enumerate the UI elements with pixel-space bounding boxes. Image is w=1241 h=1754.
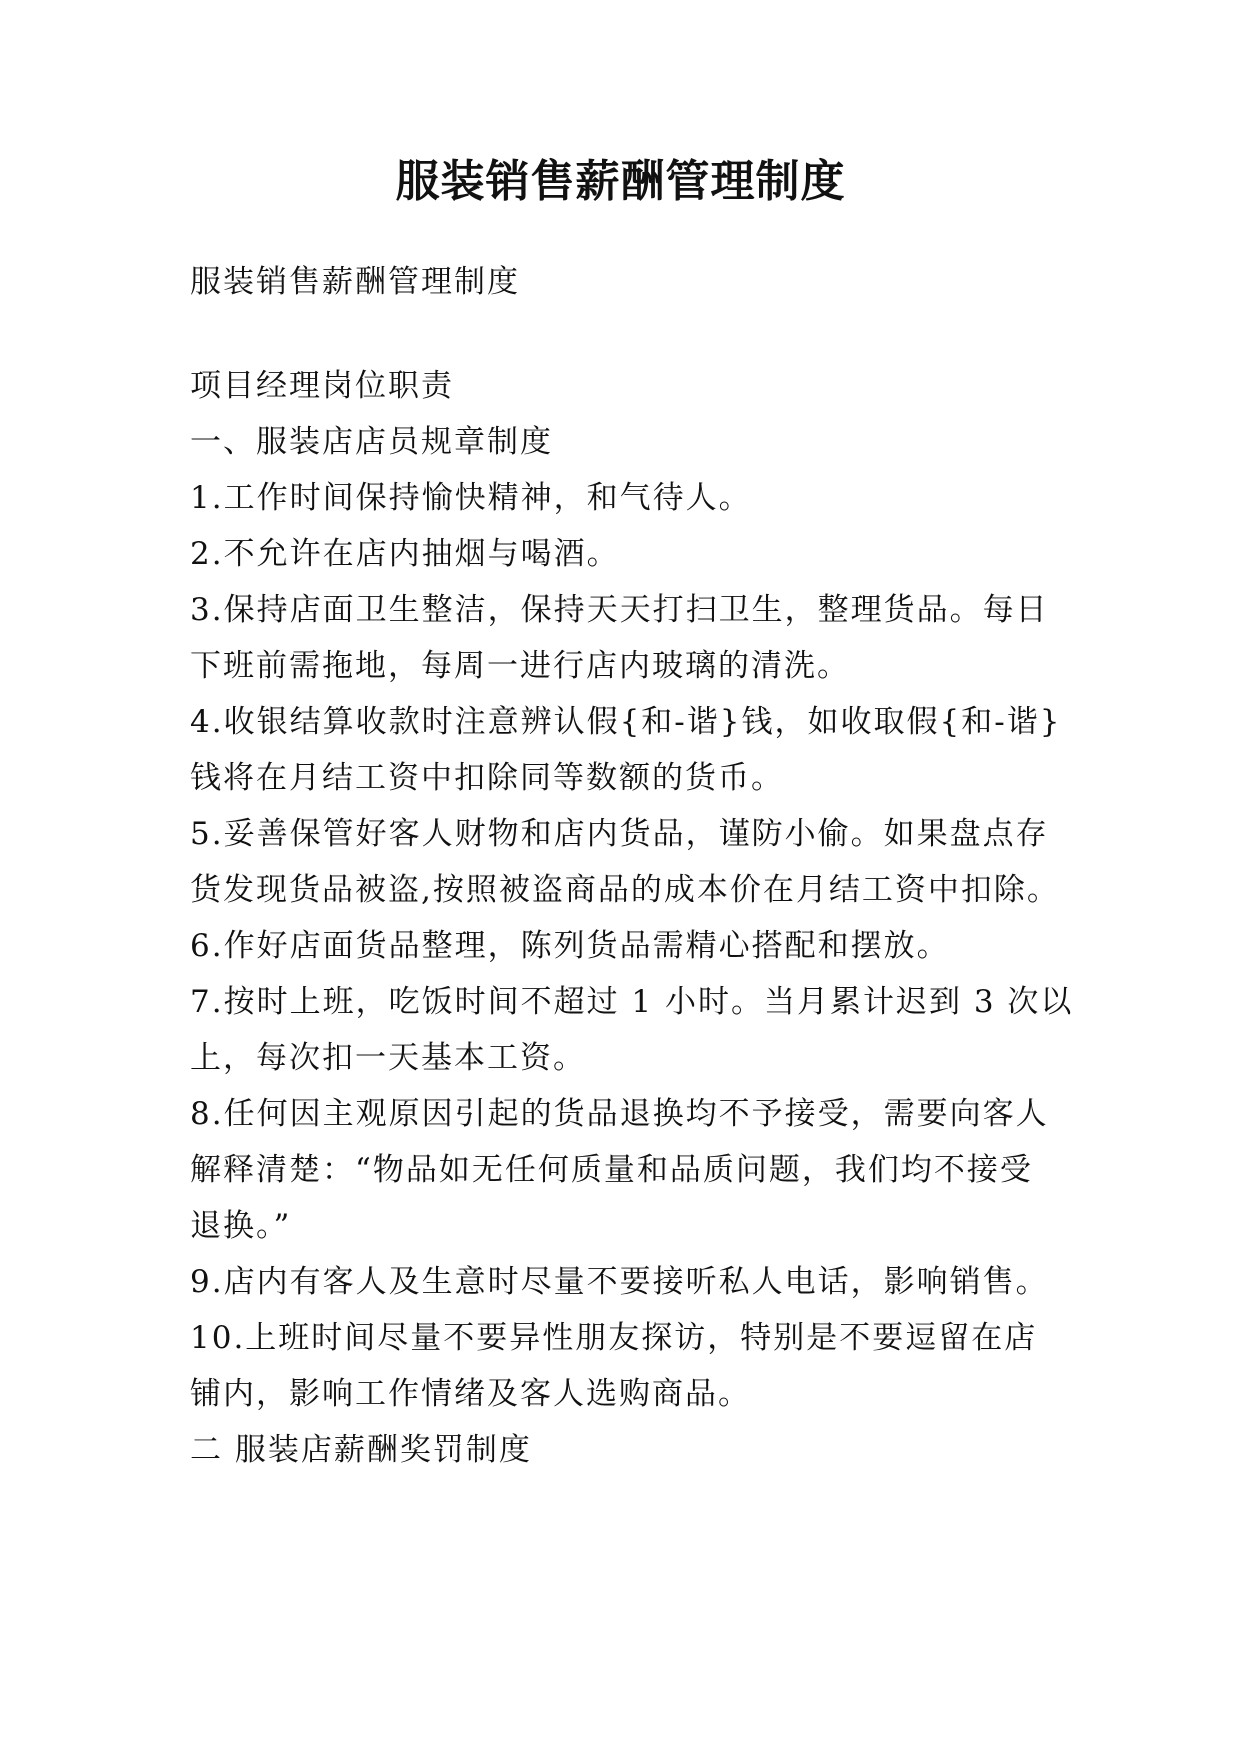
text-line: 10.上班时间尽量不要异性朋友探访，特别是不要逗留在店 (190, 1320, 1038, 1356)
text-line: 2.不允许在店内抽烟与喝酒。 (190, 536, 620, 572)
text-line: 3.保持店面卫生整洁，保持天天打扫卫生，整理货品。每日 (190, 592, 1049, 628)
document-subtitle: 服装销售薪酬管理制度 (190, 264, 520, 300)
text-line: 钱将在月结工资中扣除同等数额的货币。 (190, 760, 784, 796)
text-line: 铺内，影响工作情绪及客人选购商品。 (190, 1376, 751, 1412)
text-line: 解释清楚：“物品如无任何质量和品质问题，我们均不接受 (190, 1152, 1033, 1188)
text-line: 上，每次扣一天基本工资。 (190, 1040, 586, 1076)
section-heading: 二 服装店薪酬奖罚制度 (190, 1432, 532, 1468)
text-line: 退换。” (190, 1208, 292, 1244)
text-line: 下班前需拖地，每周一进行店内玻璃的清洗。 (190, 648, 850, 684)
text-line: 9.店内有客人及生意时尽量不要接听私人电话，影响销售。 (190, 1264, 1049, 1300)
text-line: 货发现货品被盗,按照被盗商品的成本价在月结工资中扣除。 (190, 872, 1060, 908)
text-line: 1.工作时间保持愉快精神，和气待人。 (190, 480, 752, 516)
text-line: 5.妥善保管好客人财物和店内货品，谨防小偷。如果盘点存 (190, 816, 1049, 852)
text-line: 项目经理岗位职责 (190, 368, 454, 404)
text-line: 一、服装店店员规章制度 (190, 424, 553, 460)
text-line: 8.任何因主观原因引起的货品退换均不予接受，需要向客人 (190, 1096, 1049, 1132)
text-line: 6.作好店面货品整理，陈列货品需精心搭配和摆放。 (190, 928, 950, 964)
text-line: 7.按时上班，吃饭时间不超过 1 小时。当月累计迟到 3 次以 (190, 984, 1074, 1020)
text-line: 4.收银结算收款时注意辨认假{和-谐}钱，如收取假{和-谐} (190, 704, 1062, 740)
document-title: 服装销售薪酬管理制度 (395, 156, 846, 207)
